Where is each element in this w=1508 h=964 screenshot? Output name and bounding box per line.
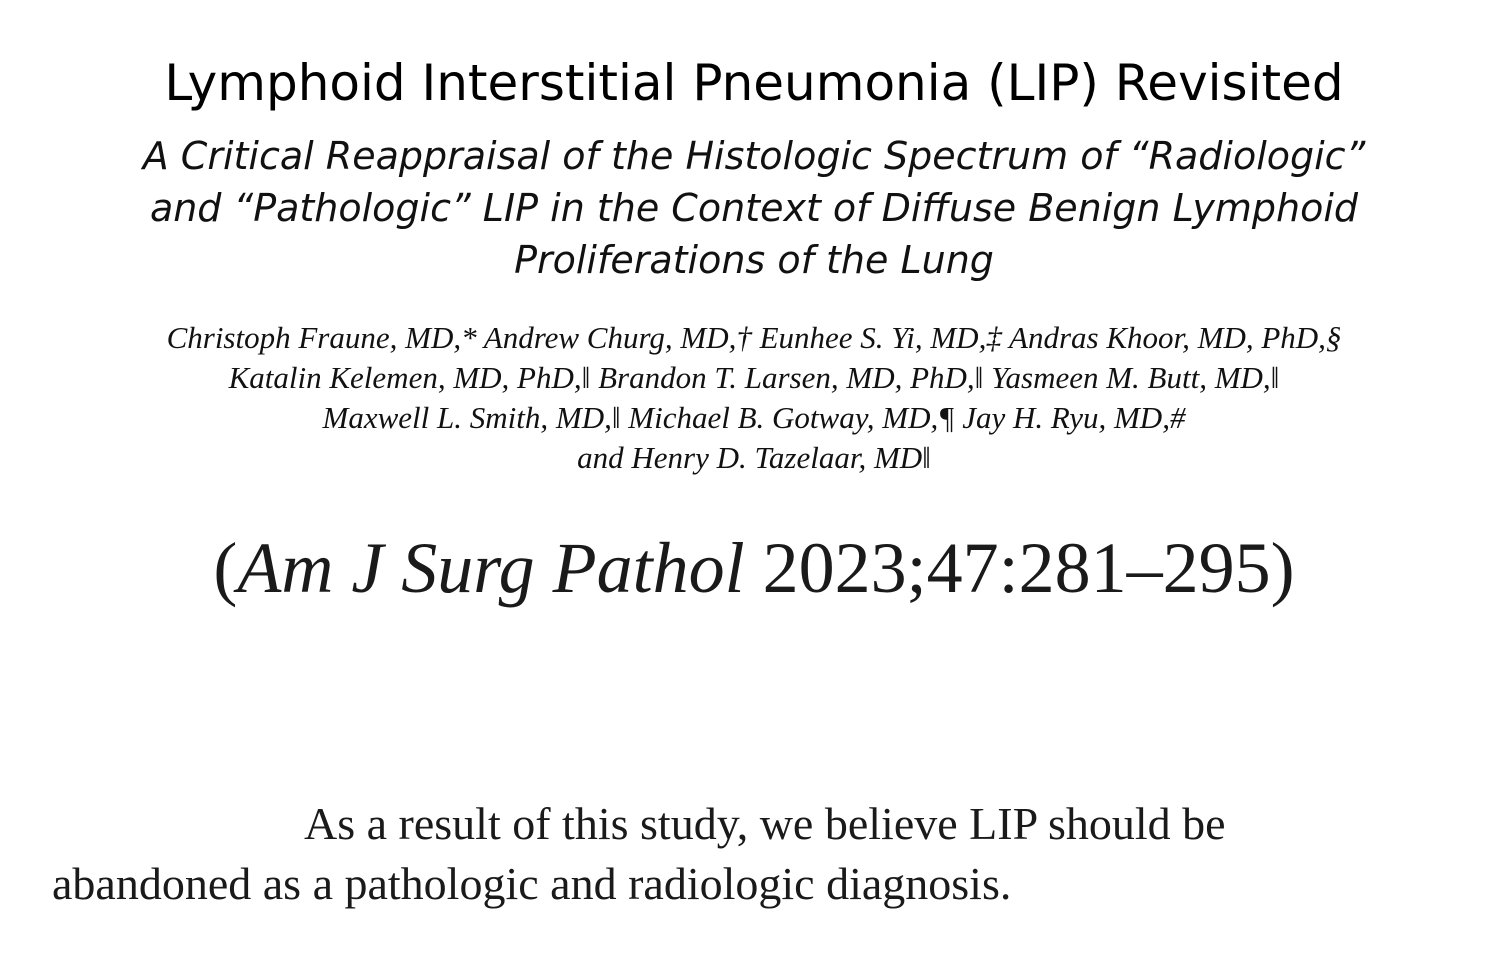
author-line: Maxwell L. Smith, MD,‖ Michael B. Gotway, MD,¶ Jay H. Ryu, MD,# (322, 400, 1186, 435)
conclusion-quote (52, 794, 1472, 914)
author-line: Katalin Kelemen, MD, PhD,‖ Brandon T. Larsen, MD, PhD,‖ Yasmeen M. Butt, MD,‖ (228, 360, 1280, 395)
citation-details: 2023;47:281–295) (744, 528, 1295, 608)
author-list (0, 318, 1508, 478)
journal-citation (0, 522, 1508, 614)
subtitle-line: and “Pathologic” LIP in the Context of Diffuse Benign Lymphoid (149, 186, 1359, 230)
subtitle-line: A Critical Reappraisal of the Histologic Spectrum of “Radiologic” (142, 134, 1366, 178)
author-line: Christoph Fraune, MD,* Andrew Churg, MD,† Eunhee S. Yi, MD,‡ Andras Khoor, MD, PhD,§ (166, 320, 1342, 355)
citation-open-paren: ( (213, 528, 238, 608)
author-line: and Henry D. Tazelaar, MD‖ (577, 440, 931, 475)
quote-line: As a result of this study, we believe LIP should be (304, 798, 1226, 849)
journal-name: Am J Surg Pathol (237, 528, 745, 608)
subtitle-line: Proliferations of the Lung (514, 238, 994, 282)
article-subtitle (40, 130, 1468, 286)
article-title: Lymphoid Interstitial Pneumonia (LIP) Revisited (164, 54, 1344, 112)
quote-line: abandoned as a pathologic and radiologic diagnosis. (52, 858, 1012, 909)
